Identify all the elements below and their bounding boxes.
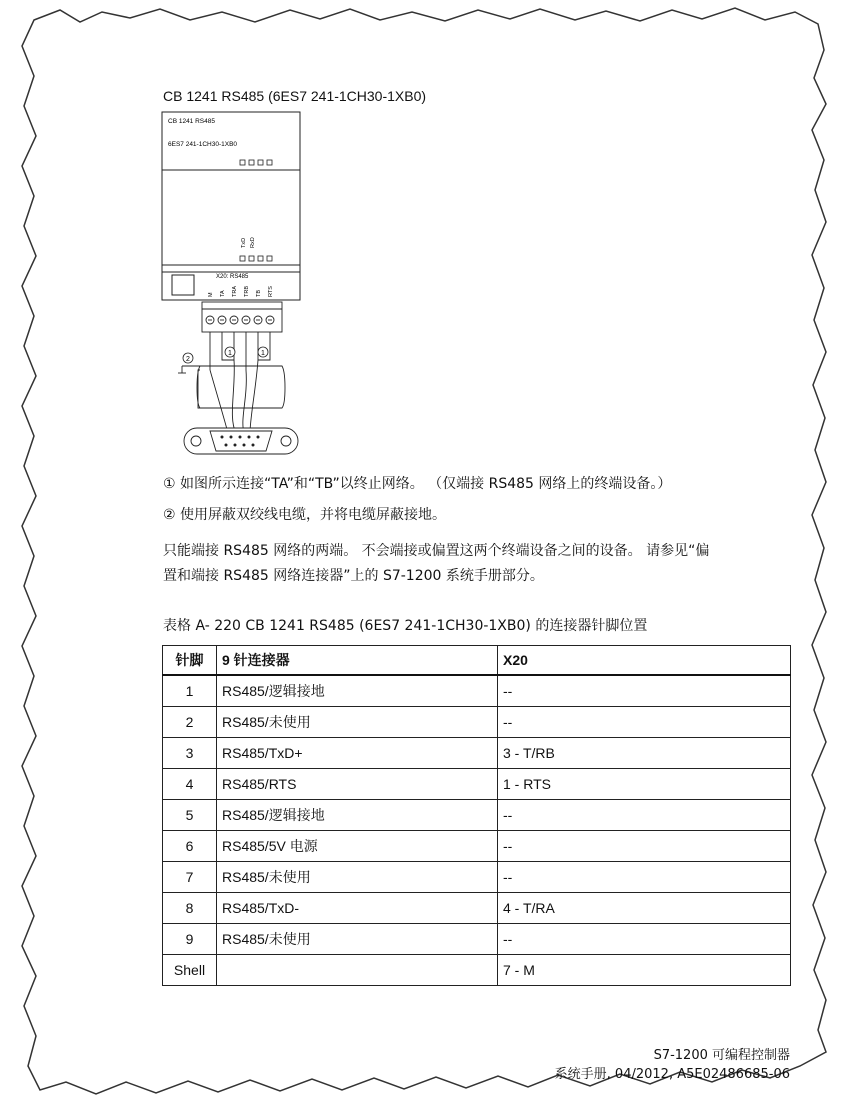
connector-cell xyxy=(217,955,498,986)
x20-cell: -- xyxy=(498,800,791,831)
table-row xyxy=(163,707,791,738)
callout-1a: 1 xyxy=(228,350,232,357)
x20-cell: -- xyxy=(498,831,791,862)
connector-cell: RS485/TxD+ xyxy=(217,738,498,769)
x20-cell: 3 - T/RB xyxy=(498,738,791,769)
x20-cell: -- xyxy=(498,675,791,707)
connector-cell: RS485/5V 电源 xyxy=(217,831,498,862)
table-row xyxy=(163,769,791,800)
connector-label: X20: RS485 xyxy=(216,274,249,280)
x20-cell: 4 - T/RA xyxy=(498,893,791,924)
table-row xyxy=(163,675,791,707)
pin-cell: 9 xyxy=(163,924,217,955)
pin-assignment-table xyxy=(162,645,791,986)
table-row xyxy=(163,924,791,955)
note-1-text: 如图所示连接“TA”和“TB”以终止网络。 （仅端接 RS485 网络上的终端设备。） xyxy=(180,476,672,492)
paragraph-line-1: 只能端接 RS485 网络的两端。 不会端接或偏置这两个终端设备之间的设备。 请参见“偏 xyxy=(163,543,710,559)
terminal-label-ta: TA xyxy=(220,290,226,297)
connector-cell: RS485/TxD- xyxy=(217,893,498,924)
terminal-block xyxy=(202,302,282,332)
note-2 xyxy=(163,505,446,525)
table-row xyxy=(163,738,791,769)
callout-marks xyxy=(183,347,268,363)
pin-cell: 4 xyxy=(163,769,217,800)
terminal-label-rts: RTS xyxy=(268,286,274,297)
footer-product: S7-1200 可编程控制器 xyxy=(653,1048,790,1063)
x20-cell: -- xyxy=(498,924,791,955)
header-9pin-connector: 9 针连接器 xyxy=(217,646,498,676)
connector-cell: RS485/RTS xyxy=(217,769,498,800)
terminal-label-trb: TRB xyxy=(244,286,250,297)
table-row xyxy=(163,831,791,862)
db9-connector xyxy=(184,428,298,454)
pin-cell: 3 xyxy=(163,738,217,769)
pin-cell: 6 xyxy=(163,831,217,862)
paragraph-line-2: 置和端接 RS485 网络连接器”上的 S7-1200 系统手册部分。 xyxy=(163,568,544,584)
header-pin: 针脚 xyxy=(163,646,217,676)
pin-cell: 7 xyxy=(163,862,217,893)
x20-cell: 7 - M xyxy=(498,955,791,986)
table-caption: 表格 A- 220 CB 1241 RS485 (6ES7 241-1CH30-1XB0) 的连接器针脚位置 xyxy=(163,618,648,634)
pin-cell: 5 xyxy=(163,800,217,831)
callout-1b: 1 xyxy=(261,350,265,357)
pin-cell: 2 xyxy=(163,707,217,738)
header-x20: X20 xyxy=(498,646,791,676)
led-label-rxd: RxD xyxy=(250,237,256,248)
connector-cell: RS485/未使用 xyxy=(217,862,498,893)
module-name-label: CB 1241 RS485 xyxy=(168,118,215,125)
pin-cell: 1 xyxy=(163,675,217,707)
table-row xyxy=(163,862,791,893)
x20-cell: -- xyxy=(498,862,791,893)
connector-cell: RS485/未使用 xyxy=(217,707,498,738)
table-header-row xyxy=(163,646,791,676)
note-1-marker: ① xyxy=(163,476,176,492)
terminal-label-tra: TRA xyxy=(232,286,238,297)
order-number-label: 6ES7 241-1CH30-1XB0 xyxy=(168,141,238,148)
port-cover-square xyxy=(172,275,194,295)
note-1 xyxy=(163,474,671,494)
table-row xyxy=(163,800,791,831)
led-label-txd: TxD xyxy=(241,237,247,248)
callout-2: 2 xyxy=(186,356,190,363)
connector-cell: RS485/未使用 xyxy=(217,924,498,955)
diagram-heading: CB 1241 RS485 (6ES7 241-1CH30-1XB0) xyxy=(163,88,427,104)
connector-cell: RS485/逻辑接地 xyxy=(217,675,498,707)
table-row xyxy=(163,893,791,924)
note-2-marker: ② xyxy=(163,507,176,523)
pin-cell: Shell xyxy=(163,955,217,986)
footer-manual-ref: 系统手册, 04/2012, A5E02486685-06 xyxy=(554,1067,790,1082)
terminal-label-m: M xyxy=(208,292,214,297)
x20-cell: -- xyxy=(498,707,791,738)
x20-cell: 1 - RTS xyxy=(498,769,791,800)
table-row xyxy=(163,955,791,986)
pin-cell: 8 xyxy=(163,893,217,924)
cb1241-wiring-diagram xyxy=(158,108,308,458)
note-2-text: 使用屏蔽双绞线电缆，并将电缆屏蔽接地。 xyxy=(180,507,447,523)
connector-cell: RS485/逻辑接地 xyxy=(217,800,498,831)
terminal-label-tb: TB xyxy=(256,289,262,297)
